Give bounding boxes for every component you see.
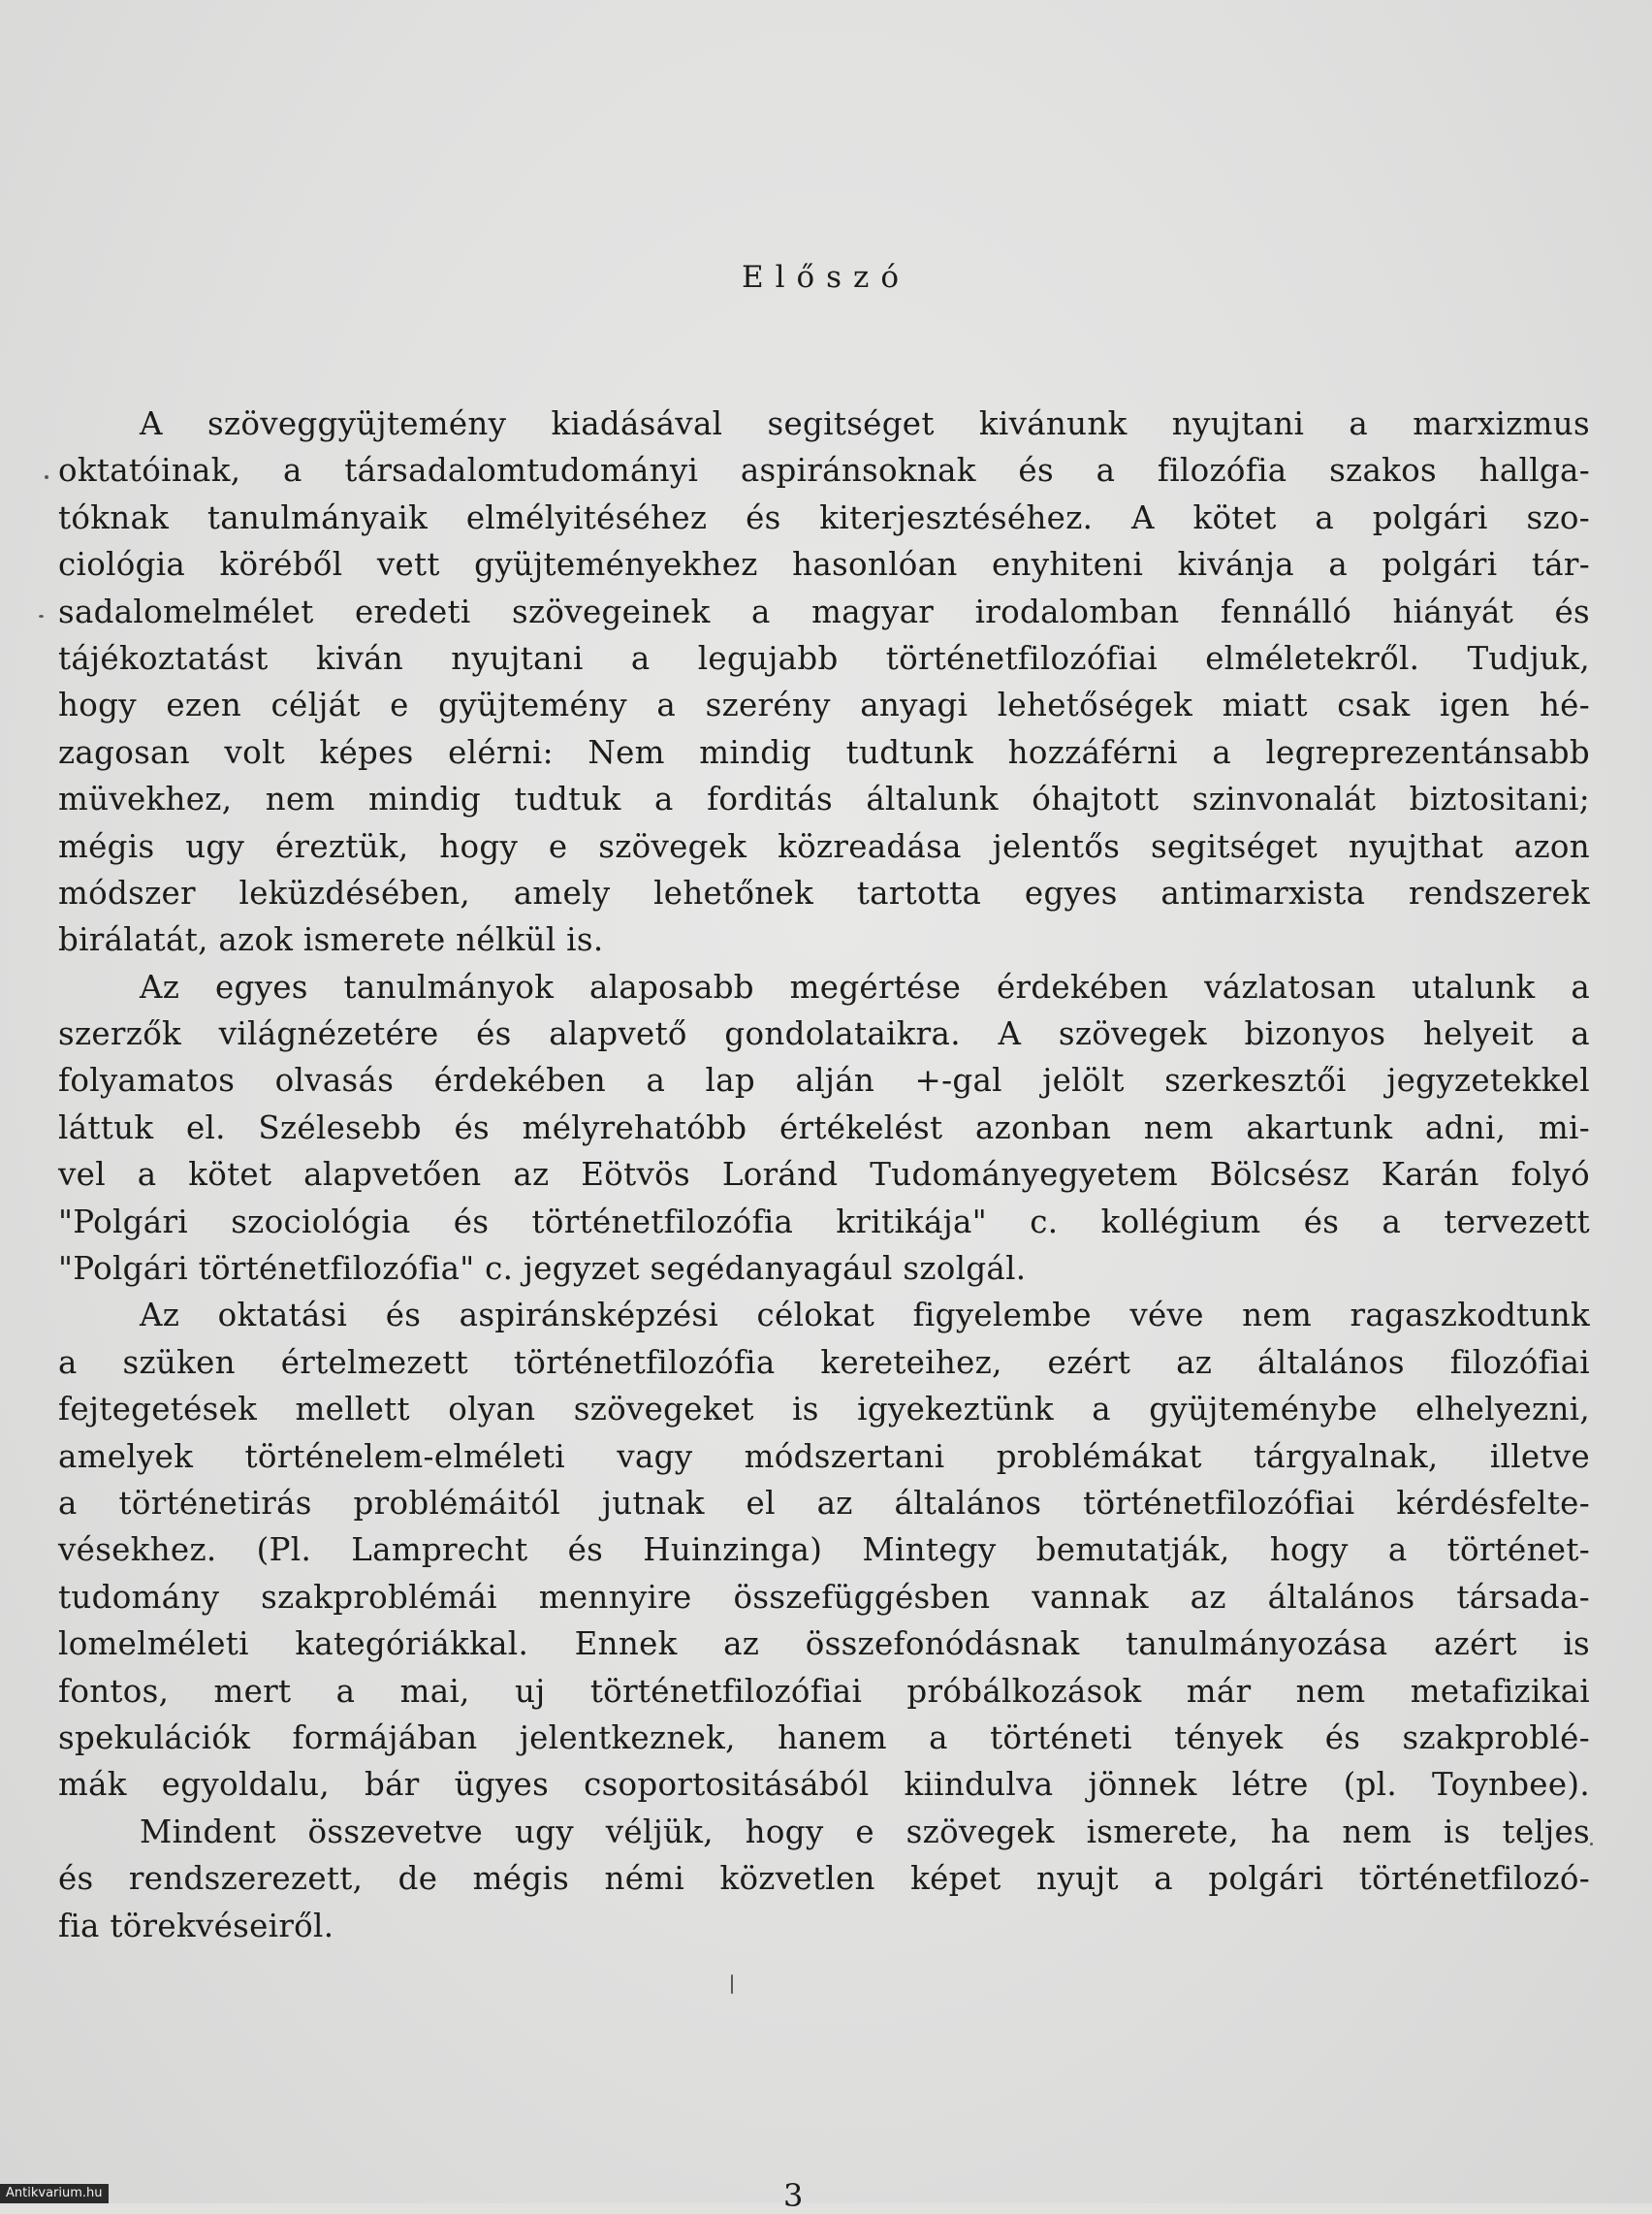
text-line: "Polgári szociológia és történetfilozófia kritikája" c. kollégium és a tervezett	[58, 1203, 1590, 1240]
text-line: lomelméleti kategóriákkal. Ennek az összefonódásnak tanulmányozása azért is	[58, 1625, 1590, 1663]
text-line: és rendszerezett, de mégis némi közvetlen képet nyujt a polgári történetfilozó-	[58, 1860, 1590, 1898]
text-line: zagosan volt képes elérni: Nem mindig tudtunk hozzáférni a legreprezentánsabb	[58, 733, 1590, 771]
text-line: amelyek történelem-elméleti vagy módszertani problémákat tárgyalnak, illetve	[58, 1437, 1590, 1475]
text-line: folyamatos olvasás érdekében a lap alján +-gal jelölt szerkesztői jegyzetekkel	[58, 1062, 1590, 1100]
text-line: tájékoztatást kiván nyujtani a legujabb történetfilozófiai elméletekről. Tudjuk,	[58, 639, 1590, 677]
page-title: Előszó	[741, 260, 911, 295]
watermark-label: Antikvarium.hu	[0, 2184, 109, 2203]
text-line: tóknak tanulmányaik elmélyitéséhez és kiterjesztéséhez. A kötet a polgári szo-	[58, 498, 1590, 536]
text-line: tudomány szakproblémái mennyire összefüggésben vannak az általános társada-	[58, 1578, 1590, 1616]
text-line: ciológia köréből vett gyüjteményekhez hasonlóan enyhiteni kivánja a polgári tár-	[58, 546, 1590, 584]
text-line: fia törekvéseiről.	[58, 1907, 334, 1944]
scan-speck	[731, 1974, 733, 1994]
scan-speck	[1590, 1843, 1593, 1845]
text-line: szerzők világnézetére és alapvető gondolataikra. A szövegek bizonyos helyeit a	[58, 1015, 1590, 1053]
text-line: müvekhez, nem mindig tudtuk a forditás általunk óhajtott szinvonalát biztositani;	[58, 781, 1590, 818]
text-line: mégis ugy éreztük, hogy e szövegek közreadása jelentős segitséget nyujthat azon	[58, 827, 1590, 865]
text-line: sadalomelmélet eredeti szövegeinek a magyar irodalomban fennálló hiányát és	[58, 593, 1590, 630]
text-line: fontos, mert a mai, uj történetfilozófiai próbálkozások már nem metafizikai	[58, 1672, 1590, 1710]
text-line: Mindent összevetve ugy véljük, hogy e szövegek ismerete, ha nem is teljes	[140, 1813, 1590, 1850]
text-line: mák egyoldalu, bár ügyes csoportositásából kiindulva jönnek létre (pl. Toynbee).	[58, 1766, 1590, 1804]
page-number: 3	[783, 2177, 804, 2214]
text-line: a történetirás problémáitól jutnak el az általános történetfilozófiai kérdésfelte-	[58, 1484, 1590, 1522]
text-line: vésekhez. (Pl. Lamprecht és Huinzinga) Mintegy bemutatják, hogy a történet-	[58, 1531, 1590, 1569]
text-line: hogy ezen célját e gyüjtemény a szerény anyagi lehetőségek miatt csak igen hé-	[58, 687, 1590, 724]
text-line: fejtegetések mellett olyan szövegeket is igyekeztünk a gyüjteménybe elhelyezni,	[58, 1391, 1590, 1428]
text-line: birálatát, azok ismerete nélkül is.	[58, 921, 604, 959]
text-line: vel a kötet alapvetően az Eötvös Loránd Tudományegyetem Bölcsész Karán folyó	[58, 1156, 1590, 1194]
text-line: módszer leküzdésében, amely lehetőnek tartotta egyes antimarxista rendszerek	[58, 874, 1590, 912]
preface-body	[58, 401, 1590, 1949]
scan-speck	[45, 475, 48, 479]
text-line: láttuk el. Szélesebb és mélyrehatóbb értékelést azonban nem akartunk adni, mi-	[58, 1108, 1590, 1146]
scan-speck	[39, 615, 44, 618]
text-line: Az egyes tanulmányok alaposabb megértése érdekében vázlatosan utalunk a	[140, 968, 1590, 1006]
text-line: A szöveggyüjtemény kiadásával segitséget kivánunk nyujtani a marxizmus	[140, 405, 1590, 442]
text-line: spekulációk formájában jelentkeznek, hanem a történeti tények és szakproblé-	[58, 1718, 1590, 1756]
text-line: "Polgári történetfilozófia" c. jegyzet segédanyagául szolgál.	[58, 1250, 1027, 1288]
text-line: a szüken értelmezett történetfilozófia kereteihez, ezért az általános filozófiai	[58, 1343, 1590, 1381]
text-line: Az oktatási és aspiránsképzési célokat figyelembe véve nem ragaszkodtunk	[140, 1297, 1590, 1334]
text-line: oktatóinak, a társadalomtudományi aspiránsoknak és a filozófia szakos hallga-	[58, 452, 1590, 490]
